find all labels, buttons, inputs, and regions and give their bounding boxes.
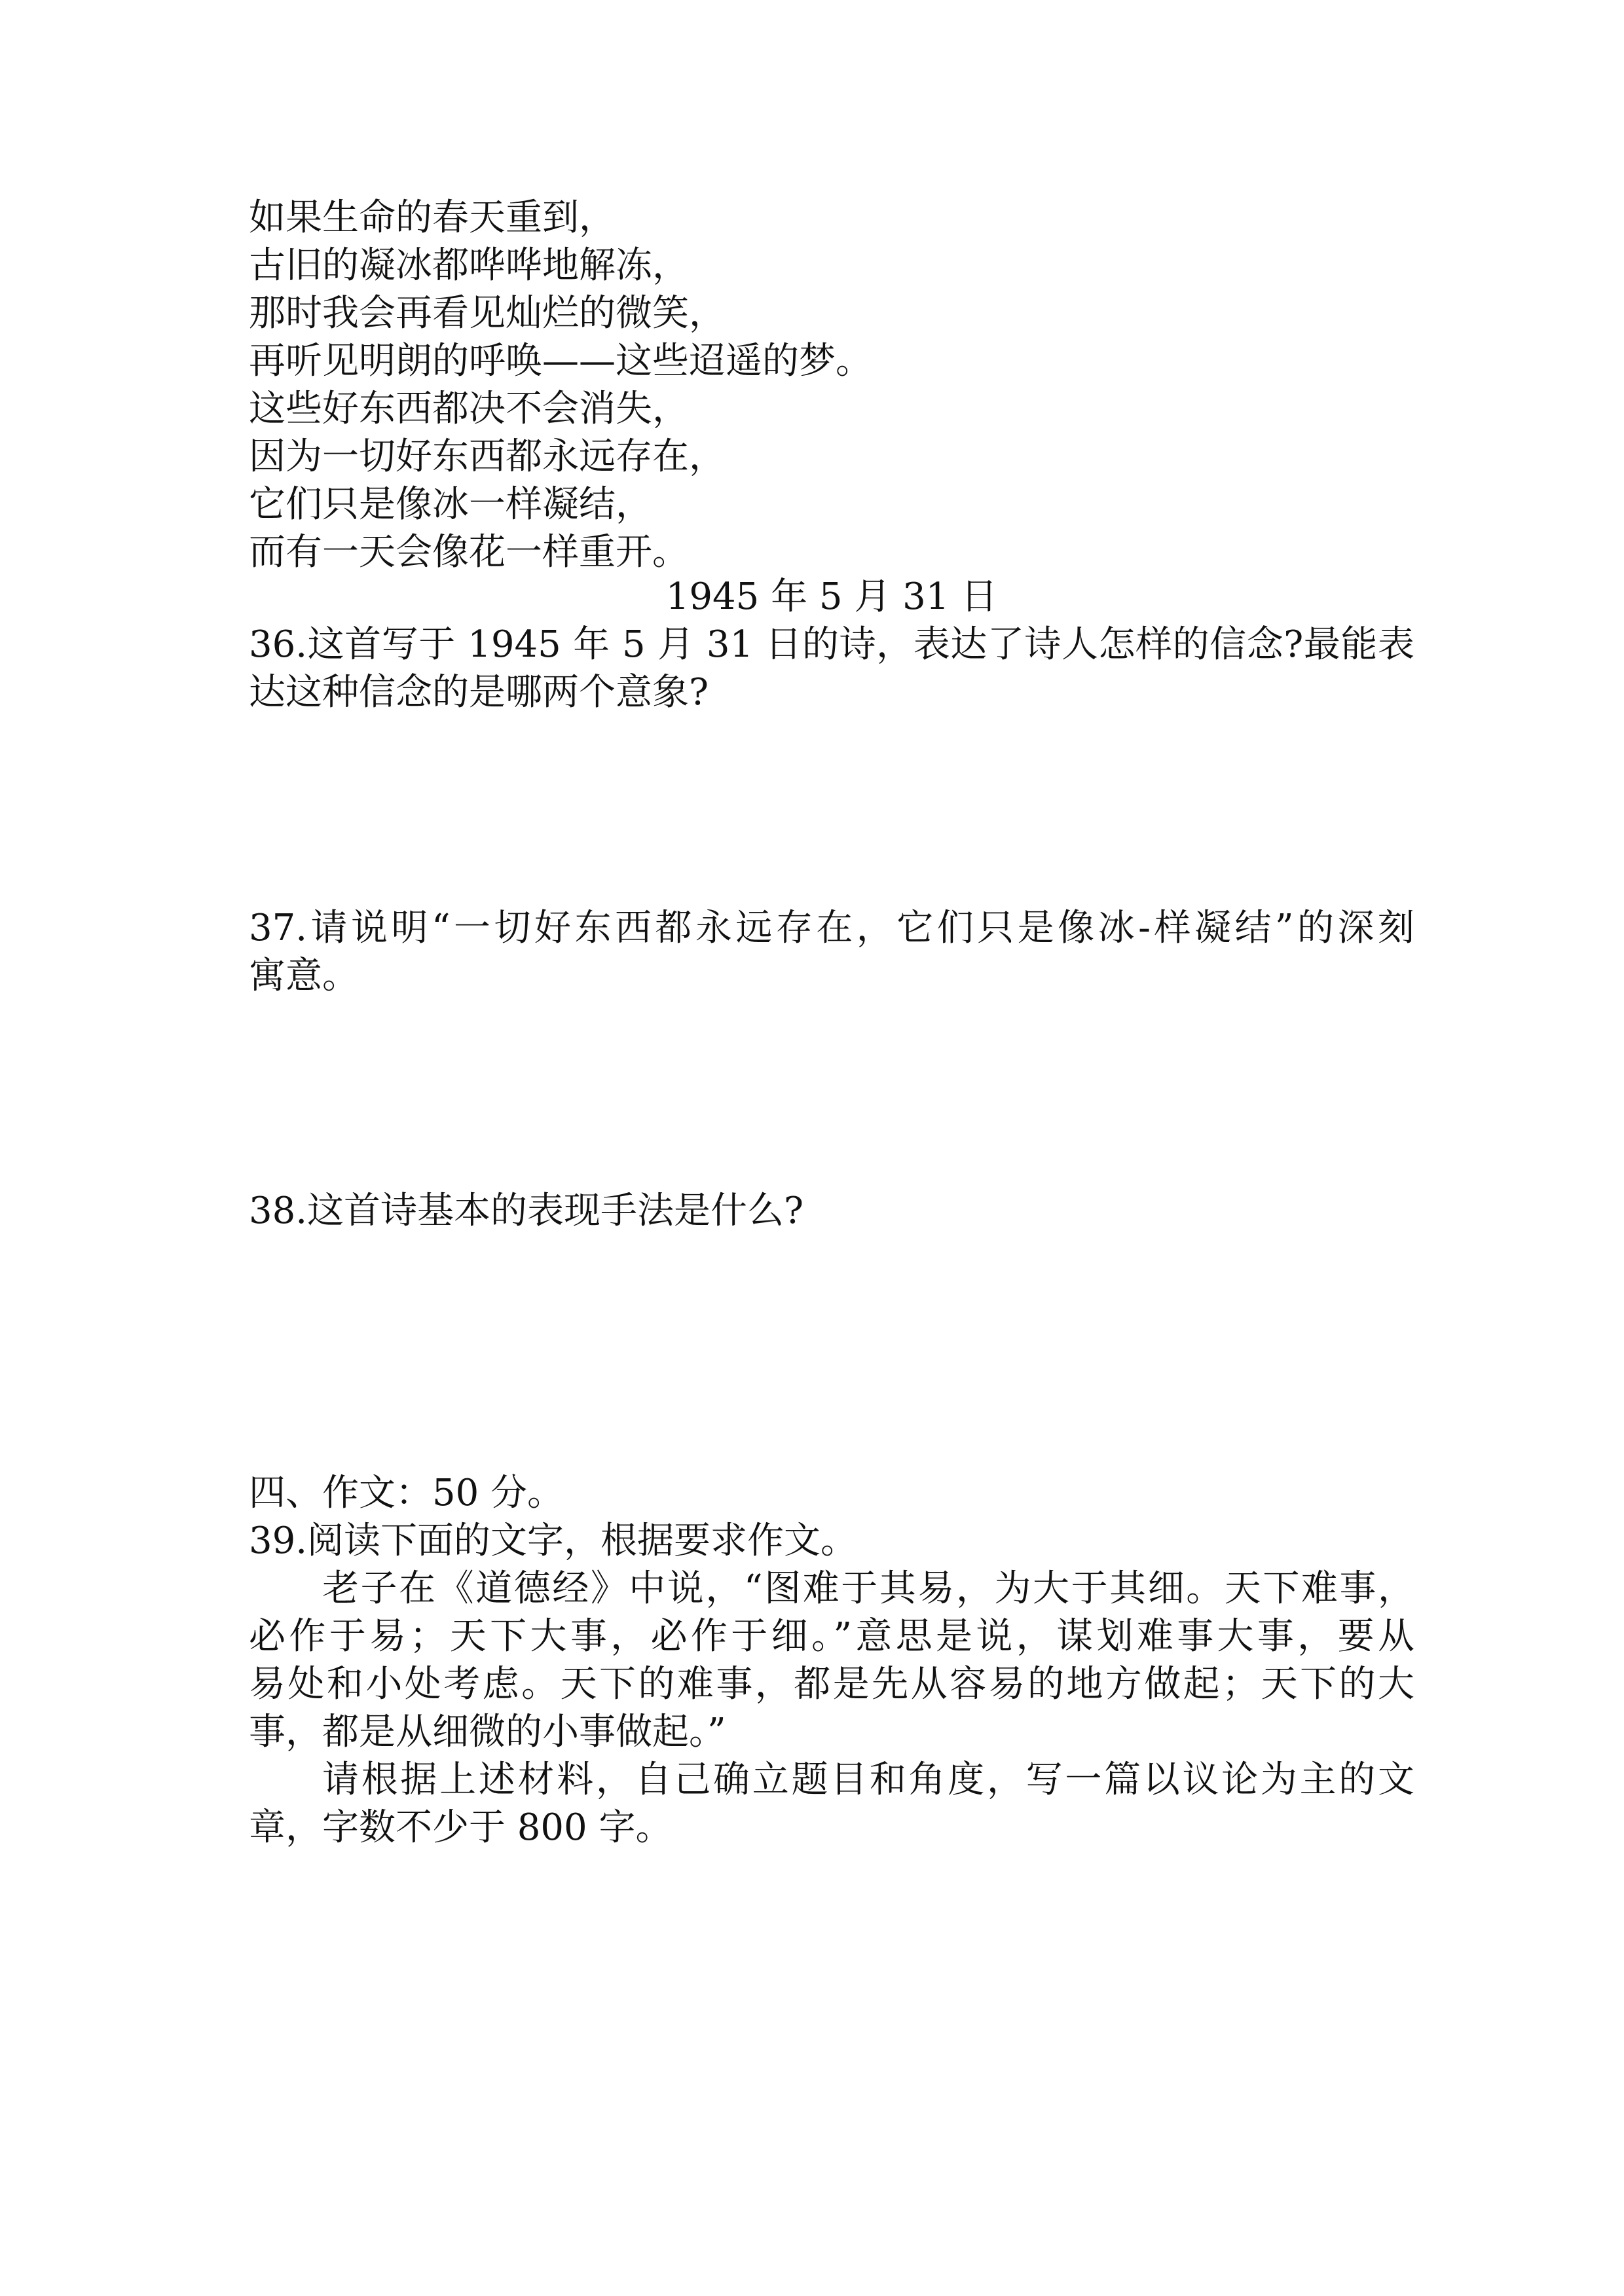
essay-material-line-3: 易处和小处考虑。天下的难事，都是先从容易的地方做起；天下的大 bbox=[249, 1663, 1414, 1705]
poem-line-3: 那时我会再看见灿烂的微笑， bbox=[249, 292, 726, 335]
essay-requirement-line-1: 请根据上述材料，自己确立题目和角度，写一篇以议论为主的文 bbox=[322, 1758, 1414, 1801]
question-37-line-2: 寓意。 bbox=[249, 955, 359, 997]
poem-line-6: 因为一切好东西都永远存在， bbox=[249, 435, 726, 478]
essay-material-line-4: 事，都是从细微的小事做起。” bbox=[249, 1711, 726, 1753]
question-36-line-1: 36.这首写于 1945 年 5 月 31 日的诗，表达了诗人怎样的信念?最能表 bbox=[249, 623, 1414, 666]
poem-line-1: 如果生命的春天重到， bbox=[249, 196, 616, 239]
poem-date: 1945 年 5 月 31 日 bbox=[665, 575, 998, 618]
poem-line-2: 古旧的凝冰都哗哗地解冻， bbox=[249, 244, 689, 287]
essay-section-title: 四、作文：50 分。 bbox=[249, 1472, 564, 1514]
question-39-title: 39.阅读下面的文字，根据要求作文。 bbox=[249, 1520, 858, 1562]
poem-line-5: 这些好东西都决不会消失， bbox=[249, 388, 689, 430]
question-38-line-1: 38.这首诗基本的表现手法是什么? bbox=[249, 1190, 804, 1232]
essay-material-line-1: 老子在《道德经》中说，“图难于其易，为大于其细。天下难事， bbox=[322, 1567, 1414, 1610]
essay-requirement-line-2: 章，字数不少于 800 字。 bbox=[249, 1806, 673, 1849]
poem-line-7: 它们只是像冰一样凝结， bbox=[249, 483, 652, 526]
poem-line-4: 再听见明朗的呼唤——这些迢遥的梦。 bbox=[249, 340, 872, 382]
poem-line-8: 而有一天会像花一样重开。 bbox=[249, 531, 689, 574]
question-36-line-2: 达这种信念的是哪两个意象? bbox=[249, 671, 709, 714]
essay-material-line-2: 必作于易；天下大事，必作于细。”意思是说，谋划难事大事，要从 bbox=[249, 1615, 1414, 1658]
question-37-line-1: 37.请说明“一切好东西都永远存在，它们只是像冰-样凝结”的深刻 bbox=[249, 907, 1414, 949]
